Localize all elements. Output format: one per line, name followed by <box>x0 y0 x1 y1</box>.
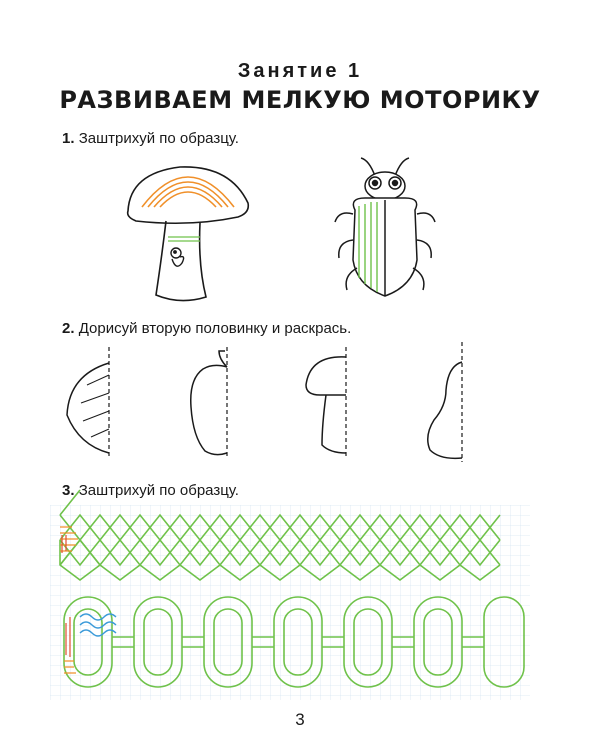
half-pear-drawing <box>420 340 475 465</box>
task-1-number: 1. <box>62 130 75 147</box>
lesson-title: РАЗВИВАЕМ МЕЛКУЮ МОТОРИКУ <box>59 86 541 114</box>
half-pepper-drawing <box>185 345 240 460</box>
task-3-text: Заштрихуй по образцу. <box>78 482 239 499</box>
beetle-drawing <box>325 150 450 310</box>
task-2-number: 2. <box>62 320 75 337</box>
task-2-instruction <box>62 320 351 337</box>
task-1-text: Заштрихуй по образцу. <box>78 130 239 147</box>
grid-hatching-exercise <box>50 505 530 700</box>
task-2-text: Дорисуй вторую половинку и раскрась. <box>78 320 352 337</box>
mushroom-drawing <box>120 155 260 305</box>
task-1-instruction <box>62 130 239 147</box>
page-number: 3 <box>295 710 305 729</box>
lesson-label: Занятие 1 <box>237 60 363 82</box>
half-mushroom-drawing <box>300 345 355 460</box>
half-leaf-drawing <box>65 345 120 460</box>
task-3-number: 3. <box>62 482 75 499</box>
task-3-instruction <box>62 482 239 499</box>
